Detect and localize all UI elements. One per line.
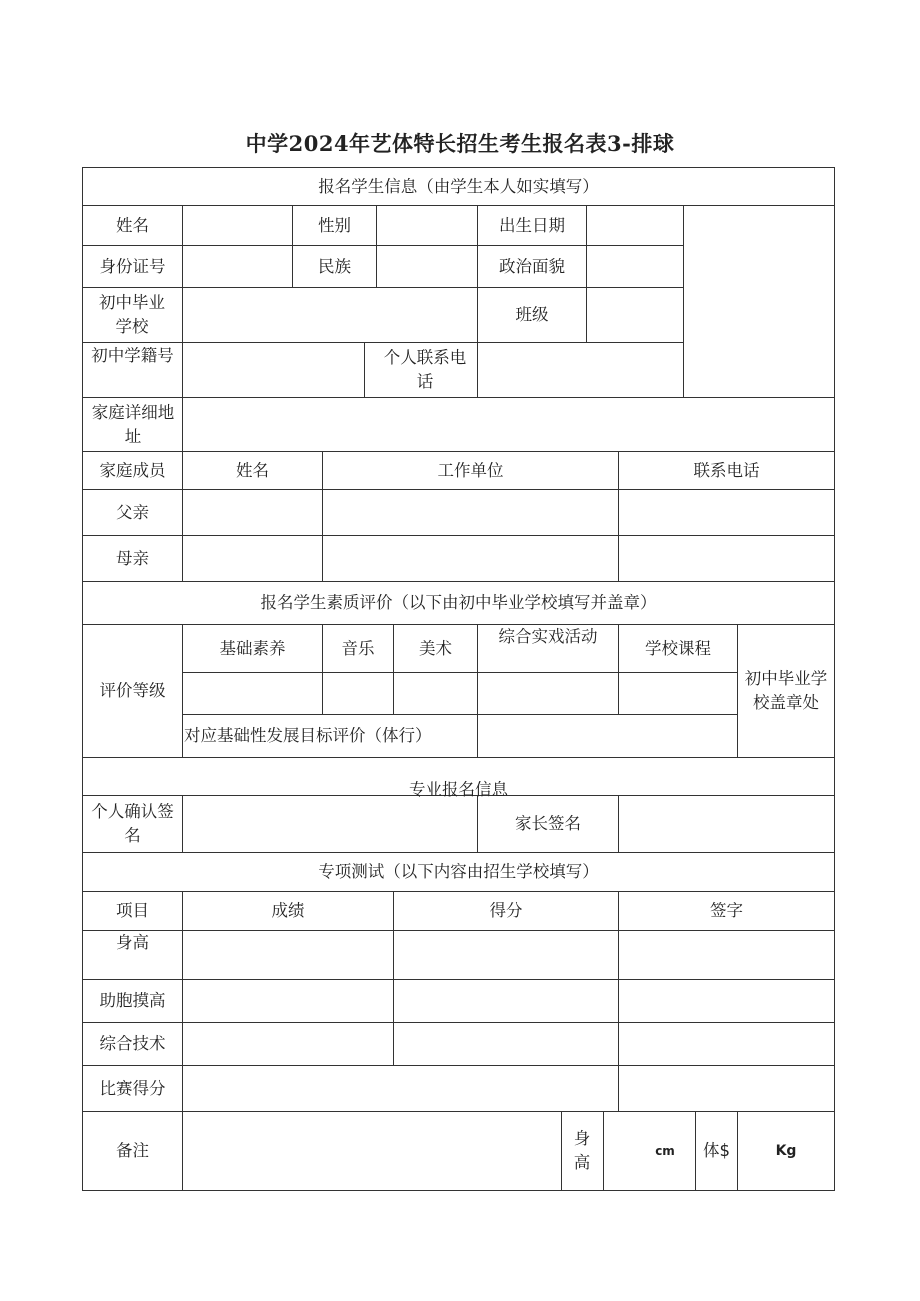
student-number-field[interactable] — [183, 343, 364, 397]
label-gender: 性别 — [318, 215, 351, 235]
address-field[interactable] — [183, 398, 834, 451]
section-basic-info: 报名学生信息（由学生本人如实填写） — [318, 176, 599, 196]
eval-art-field[interactable] — [394, 673, 477, 714]
label-political-status: 政治面貌 — [499, 256, 565, 276]
middle-school-field[interactable] — [183, 288, 477, 342]
test-col-sign: 签字 — [710, 901, 743, 920]
name-field[interactable] — [183, 206, 292, 245]
mother-work-field[interactable] — [323, 536, 618, 581]
mother-name-field[interactable] — [183, 536, 322, 581]
match-sign-field[interactable] — [619, 1066, 834, 1111]
test-col-score: 成绩 — [271, 901, 305, 920]
remarks-field[interactable] — [183, 1112, 561, 1190]
test-row-match: 比赛得分 — [99, 1078, 166, 1098]
ethnicity-field[interactable] — [377, 246, 477, 287]
parent-signature-field[interactable] — [619, 796, 834, 852]
technique-score-field[interactable] — [183, 1023, 393, 1065]
reach-sign-field[interactable] — [619, 980, 834, 1022]
family-mother-label: 母亲 — [116, 548, 149, 568]
label-student-number: 初中学籍号 — [91, 346, 174, 365]
technique-points-field[interactable] — [394, 1023, 618, 1065]
test-row-reach: 助胞摸高 — [99, 991, 166, 1010]
phone-field[interactable] — [478, 343, 683, 397]
height-points-field[interactable] — [394, 931, 618, 979]
label-birthdate: 出生日期 — [499, 215, 565, 235]
technique-sign-field[interactable] — [619, 1023, 834, 1065]
label-class: 班级 — [515, 305, 549, 324]
remarks-weight-unit: Kg — [775, 1143, 797, 1159]
test-row-technique: 综合技术 — [99, 1034, 166, 1053]
test-row-height: 身高 — [116, 933, 149, 952]
family-header-label: 家庭成员 — [99, 460, 166, 480]
family-father-label: 父亲 — [116, 502, 149, 522]
eval-col-school-course: 学校课程 — [645, 638, 711, 658]
gender-field[interactable] — [377, 206, 477, 245]
photo-area[interactable] — [684, 206, 834, 397]
class-field[interactable] — [587, 288, 683, 342]
family-col-work: 工作单位 — [437, 460, 504, 480]
form-title: 中学2024年艺体特长招生考生报名表3-排球 — [245, 131, 675, 156]
section-special-test: 专项测试（以下内容由招生学校填写） — [318, 862, 599, 881]
father-name-field[interactable] — [183, 490, 322, 535]
evaluation-label: 评价等级 — [99, 681, 166, 700]
father-work-field[interactable] — [323, 490, 618, 535]
section-quality-evaluation: 报名学生素质评价（以下由初中毕业学校填写并盖章） — [260, 593, 657, 612]
label-address: 家庭详细地址 — [91, 402, 175, 446]
remarks-height-label: 身高 — [573, 1129, 591, 1172]
remarks-label: 备注 — [116, 1141, 149, 1160]
eval-col-basic: 基础素养 — [219, 638, 286, 658]
remarks-weight-label: 体$ — [703, 1141, 730, 1160]
eval-col-music: 音乐 — [341, 638, 375, 658]
label-personal-signature: 个人确认签名 — [91, 802, 174, 845]
eval-basic-field[interactable] — [183, 673, 322, 714]
id-number-field[interactable] — [183, 246, 292, 287]
political-status-field[interactable] — [587, 246, 683, 287]
label-phone: 个人联系电话 — [383, 348, 467, 391]
match-score-field[interactable] — [183, 1066, 618, 1111]
personal-signature-field[interactable] — [183, 796, 477, 852]
test-col-points: 得分 — [489, 901, 523, 920]
reach-points-field[interactable] — [394, 980, 618, 1022]
height-score-field[interactable] — [183, 931, 393, 979]
eval-school-course-field[interactable] — [619, 673, 737, 714]
mother-phone-field[interactable] — [619, 536, 834, 581]
remarks-height-unit: cm — [655, 1144, 675, 1158]
development-evaluation-field[interactable] — [478, 715, 737, 757]
height-sign-field[interactable] — [619, 931, 834, 979]
label-ethnicity: 民族 — [318, 256, 351, 276]
eval-col-practice: 综合实戏活动 — [498, 627, 598, 646]
birthdate-field[interactable] — [587, 206, 683, 245]
father-phone-field[interactable] — [619, 490, 834, 535]
eval-practice-field[interactable] — [478, 673, 618, 714]
development-evaluation-label: 对应基础性发展目标评价（体行） — [184, 726, 432, 745]
reach-score-field[interactable] — [183, 980, 393, 1022]
school-stamp-area: 初中毕业学校盖章处 — [744, 669, 828, 712]
label-middle-school: 初中毕业学校 — [99, 293, 165, 336]
family-col-phone: 联系电话 — [693, 460, 760, 480]
family-col-name: 姓名 — [236, 460, 269, 480]
label-name: 姓名 — [116, 215, 149, 235]
section-major-info: 专业报名信息 — [409, 780, 508, 799]
test-col-item: 项目 — [116, 901, 149, 920]
eval-col-art: 美术 — [419, 638, 452, 658]
label-id-number: 身份证号 — [99, 256, 166, 276]
label-parent-signature: 家长签名 — [515, 814, 581, 833]
eval-music-field[interactable] — [323, 673, 393, 714]
